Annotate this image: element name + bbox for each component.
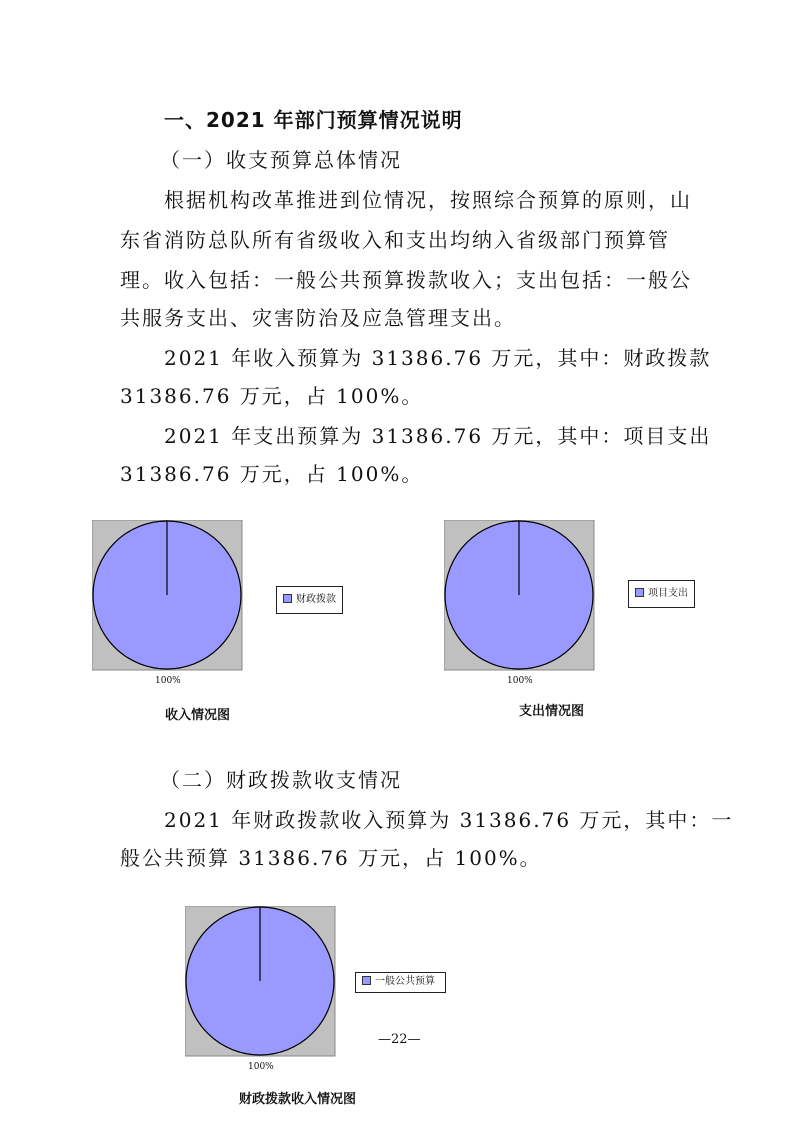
expenditure-legend-label: 项目支出 <box>648 588 688 599</box>
expenditure-pie-data-label: 100% <box>507 676 533 686</box>
expenditure-chart-caption: 支出情况图 <box>519 704 585 719</box>
paragraph-1-line-1: 根据机构改革推进到位情况，按照综合预算的原则，山 <box>164 188 692 212</box>
fiscal-income-legend <box>355 972 446 993</box>
fiscal-income-pie-svg <box>185 906 337 1058</box>
paragraph-1-line-4: 共服务支出、灾害防治及应急管理支出。 <box>120 306 516 330</box>
income-pie-data-label: 100% <box>155 676 181 686</box>
paragraph-4-line-2: 般公共预算 31386.76 万元，占 100%。 <box>120 846 542 870</box>
income-pie-chart <box>92 520 372 700</box>
paragraph-1-line-3: 理。收入包括：一般公共预算拨款收入；支出包括：一般公 <box>120 268 692 292</box>
income-chart-caption: 收入情况图 <box>165 708 231 723</box>
subsection-title-2: （二）财政拨款收支情况 <box>160 768 402 792</box>
paragraph-3-line-1: 2021 年支出预算为 31386.76 万元，其中：项目支出 <box>164 424 712 448</box>
fiscal-income-legend-label: 一般公共预算 <box>375 976 435 987</box>
fiscal-income-pie-chart <box>185 906 475 1082</box>
paragraph-4-line-1: 2021 年财政拨款收入预算为 31386.76 万元，其中：一 <box>164 808 734 832</box>
income-pie-svg <box>92 520 244 672</box>
expenditure-legend-swatch <box>635 588 644 597</box>
paragraph-1-line-2: 东省消防总队所有省级收入和支出均纳入省级部门预算管 <box>120 228 670 252</box>
expenditure-pie-chart <box>444 520 724 700</box>
paragraph-2-line-2: 31386.76 万元，占 100%。 <box>120 384 424 408</box>
expenditure-pie-svg <box>444 520 596 672</box>
fiscal-income-chart-caption: 财政拨款收入情况图 <box>239 1092 357 1107</box>
fiscal-income-pie-data-label: 100% <box>248 1062 274 1072</box>
income-legend-label: 财政拨款 <box>296 594 336 605</box>
income-legend <box>276 586 343 614</box>
paragraph-3-line-2: 31386.76 万元，占 100%。 <box>120 462 424 486</box>
paragraph-2-line-1: 2021 年收入预算为 31386.76 万元，其中：财政拨款 <box>164 346 712 370</box>
page-number: —22— <box>378 1032 421 1047</box>
expenditure-legend <box>628 580 695 608</box>
subsection-title-1: （一）收支预算总体情况 <box>160 148 402 172</box>
fiscal-income-legend-swatch <box>362 976 371 985</box>
income-legend-swatch <box>283 594 292 603</box>
section-title: 一、2021 年部门预算情况说明 <box>164 108 463 132</box>
